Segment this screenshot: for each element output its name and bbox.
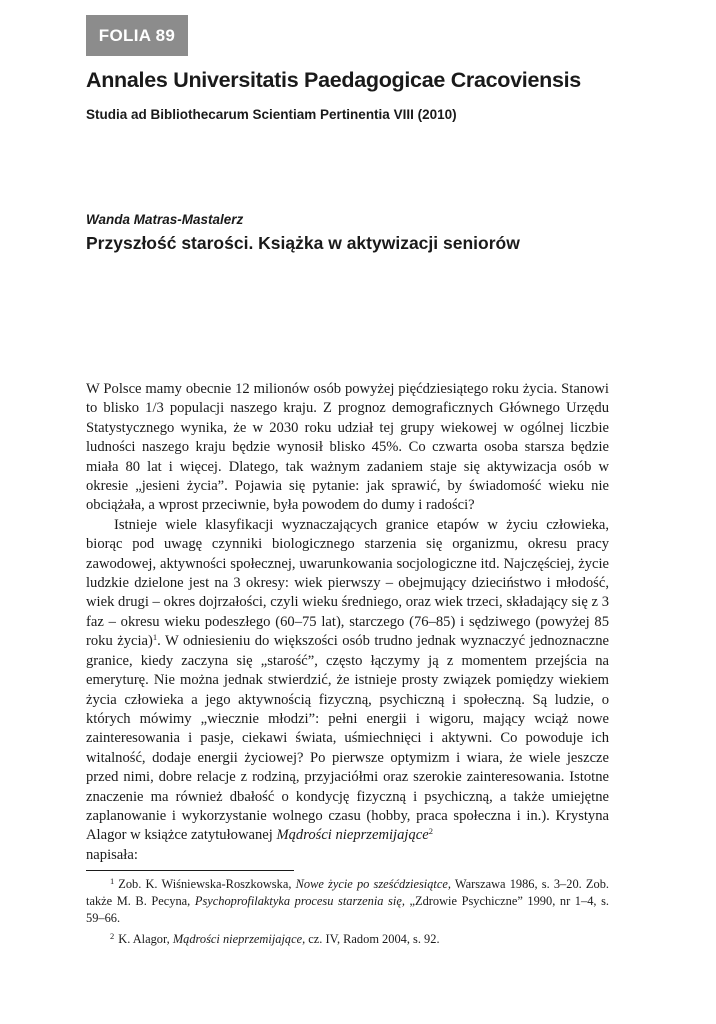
footnotes xyxy=(86,876,609,952)
footnote-ref-2[interactable]: 2 xyxy=(428,826,433,837)
footnote-1-text-mid: Warszawa 1986, s. 3–20. Zob. także M. B. Pecyna, xyxy=(86,877,609,908)
footnote-1-book: Nowe życie po sześćdziesiątce, xyxy=(295,877,451,891)
footnote-2-book: Mądrości nieprzemijające, xyxy=(172,932,306,946)
footnote-2-text: K. Alagor, xyxy=(118,932,173,946)
footnote-2-number: 2 xyxy=(110,931,115,941)
paragraph-2-part-b: . W odniesieniu do większości osób trudno jednak wyznaczyć jednoznaczne granice, kiedy zaczyna się „starość”, często łączymy ją z momentem przejścia na emeryturę. Nie można jednak stwierdzić, że istnieje prosty związek pomiędzy wiekiem życia człowieka a jego aktywnością fizyczną, psychiczną i społeczną. Są ludzie, o których mówimy „wiecznie młodzi”: pełni energii i wigoru, mający wciąż nowe zainteresowania i pasje, ciekawi świata, uśmiechnięci i aktywni. Co powoduje ich witalność, dodaje energii życiowej? Po pierwsze optymizm i wiara, że wiele jeszcze przed nimi, dobre relacje z rodziną, przyjaciółmi oraz szerokie zainteresowania. Istotne znaczenie ma również dbałość o kondycję fizyczną i psychiczną, a także umiejętne zaplanowanie i wykorzystanie wolnego czasu (hobby, praca społeczna i in.). Krystyna Alagor w książce zatytułowanej xyxy=(86,633,609,844)
article-title: Przyszłość starości. Książka w aktywizacji seniorów xyxy=(86,233,520,253)
book-title: Mądrości nieprzemijające xyxy=(276,827,429,844)
paragraph-2-end: napisała: xyxy=(86,846,138,863)
paragraph-2-part-a: Istnieje wiele klasyfikacji wyznaczających granice etapów w życiu człowieka, biorąc pod uwagę czynniki biologicznego starzenia się organizmu, okresu pracy zawodowej, aktywności społecznej, uwarunkowania socjologiczne itd. Najczęściej, życie ludzkie dzielone jest na 3 okresy: wiek pierwszy – obejmujący dzieciństwo i młodość, wiek drugi – okres dojrzałości, czyli wieku średniego, oraz wiek trzeci, składający się z 3 faz – okresu wieku podeszłego (60–75 lat), starczego (76–85) i sędziwego (powyżej 85 roku życia) xyxy=(86,516,609,650)
paragraph-1: W Polsce mamy obecnie 12 milionów osób powyżej pięćdziesiątego roku życia. Stanowi to blisko 1/3 populacji naszego kraju. Z prognoz demograficznych Głównego Urzędu Statystycznego wynika, że w 2030 roku udział tej grupy wiekowej w ogólnej liczbie ludności naszego kraju będzie wynosił blisko 45%. Co czwarta osoba starsza będzie miała 80 lat i więcej. Dlatego, tak ważnym zadaniem staje się aktywizacja osób w okresie „jesieni życia”. Pojawia się pytanie: jak sprawić, by świadomość wieku nie obciążała, a wprost przeciwnie, była powodem do dumy i radości? xyxy=(86,381,609,514)
footnote-1-number: 1 xyxy=(110,876,115,886)
paragraph-2 xyxy=(86,516,609,846)
article-author: Wanda Matras-Mastalerz xyxy=(86,212,244,227)
footnote-2 xyxy=(86,931,609,948)
footnote-1-text: Zob. K. Wiśniewska-Roszkowska, xyxy=(118,877,296,891)
footnote-1-book-2: Psychoprofilaktyka procesu starzenia się, xyxy=(194,894,405,908)
footnote-ref-1[interactable]: 1 xyxy=(152,632,158,643)
journal-title: Annales Universitatis Paedagogicae Cracoviensis xyxy=(86,68,581,92)
footnote-2-text-end: cz. IV, Radom 2004, s. 92. xyxy=(305,932,440,946)
footnote-1-text-end: „Zdrowie Psychiczne” 1990, nr 1–4, s. 59–66. xyxy=(86,894,609,925)
series-title: Studia ad Bibliothecarum Scientiam Pertinentia VIII (2010) xyxy=(86,107,457,122)
article-body xyxy=(86,380,609,865)
footnote-1 xyxy=(86,876,609,927)
folia-badge: FOLIA 89 xyxy=(86,15,188,56)
footnote-divider xyxy=(86,870,294,871)
